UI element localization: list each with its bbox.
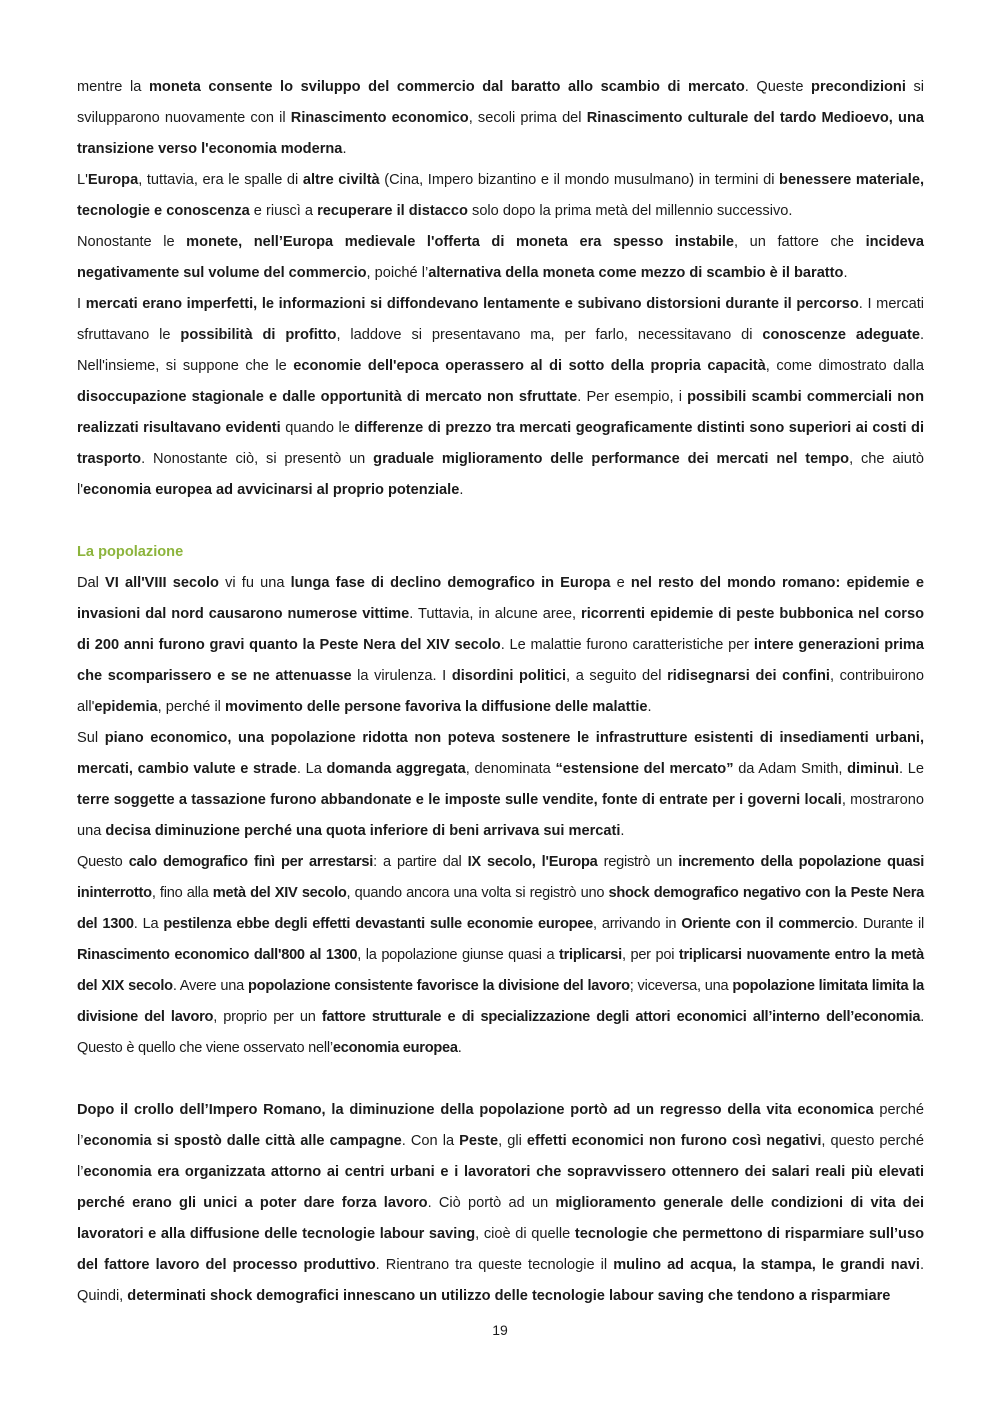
text-segment: perché l’ (77, 1102, 924, 1149)
bold-text-segment: moneta consente lo sviluppo del commercio dal baratto allo scambio di mercato (148, 79, 745, 95)
bold-text-segment: Rinascimento economico dall'800 al 1300 (77, 947, 358, 963)
paragraph (77, 72, 924, 165)
text-segment: . (459, 482, 464, 498)
text-segment: e riuscì a (249, 203, 318, 219)
text-segment: , contribuirono all' (77, 668, 924, 715)
bold-text-segment: popolazione consistente favorisce la divisione del lavoro (247, 978, 630, 994)
text-segment: . Con la (401, 1133, 460, 1149)
bold-text-segment: mulino ad acqua, la stampa, le grandi navi (613, 1257, 920, 1273)
paragraph (77, 847, 924, 1064)
text-segment: da Adam Smith, (733, 761, 848, 777)
bold-text-segment: economia europea ad avvicinarsi al proprio potenziale (83, 482, 460, 498)
text-segment: . La (133, 916, 164, 932)
bold-text-segment: terre soggette a tassazione furono abbandonate e le imposte sulle vendite, fonte di entrate per i governi locali (77, 792, 842, 808)
text-segment: , arrivando in (593, 916, 682, 932)
bold-text-segment: differenze di prezzo tra mercati geograficamente distinti sono superiori ai costi di trasporto (77, 420, 924, 467)
bold-text-segment: intere generazioni prima che scomparissero e se ne attenuasse (77, 637, 924, 684)
bold-text-segment: economia era organizzata attorno ai centri urbani e i lavoratori che sopravvissero ottennero dei salari reali più elevati perché erano gli unici a poter dare forza lavoro (77, 1164, 924, 1211)
bold-text-segment: Rinascimento economico (290, 110, 469, 126)
text-segment: , per poi (621, 947, 679, 963)
bold-text-segment: lunga fase di declino demografico in Europa (290, 575, 611, 591)
text-segment: , proprio per un (213, 1009, 322, 1025)
bold-text-segment: possibilità di profitto (180, 327, 337, 343)
paragraph (77, 227, 924, 289)
text-segment: , quando ancora una volta si registrò uno (346, 885, 609, 901)
text-segment: . Nell'insieme, si suppone che le (77, 327, 924, 374)
bold-text-segment: disordini politici (451, 668, 567, 684)
text-segment: . (620, 823, 625, 839)
text-segment: , un fattore che (734, 234, 866, 250)
text-segment: quando le (280, 420, 355, 436)
bold-text-segment: shock demografico negativo con la Peste Nera del 1300 (77, 885, 924, 932)
bold-text-segment: domanda aggregata (326, 761, 466, 777)
text-segment: . Rientrano tra queste tecnologie il (375, 1257, 614, 1273)
bold-text-segment: ridisegnarsi dei confini (667, 668, 830, 684)
bold-text-segment: piano economico, una popolazione ridotta non poteva sostenere le infrastrutture esistenti di insediamenti urbani, mercati, cambio valute e strade (77, 730, 924, 777)
bold-text-segment: popolazione limitata limita la divisione del lavoro (77, 978, 925, 1025)
bold-text-segment: monete, nell’Europa medievale l'offerta di moneta era spesso instabile (186, 234, 735, 250)
spacer (77, 506, 924, 537)
text-segment: . Le (899, 761, 924, 777)
bold-text-segment: decisa diminuzione perché una quota inferiore di beni arrivava sui mercati (105, 823, 621, 839)
bold-text-segment: epidemia (94, 699, 158, 715)
text-segment: , gli (498, 1133, 527, 1149)
text-segment: : a partire dal (373, 854, 468, 870)
bold-text-segment: IX secolo, l'Europa (467, 854, 598, 870)
paragraph (77, 289, 924, 506)
bold-text-segment: possibili scambi commerciali non realizzati risultavano evidenti (77, 389, 924, 436)
text-segment: Nonostante le (77, 234, 187, 250)
bold-text-segment: economie dell'epoca operassero al di sotto della propria capacità (293, 358, 766, 374)
bold-text-segment: ricorrenti epidemie di peste bubbonica nel corso di 200 anni furono gravi quanto la Peste Nera del XIV secolo (77, 606, 924, 653)
bold-text-segment: Peste (459, 1133, 499, 1149)
text-segment: Dal (77, 575, 106, 591)
text-segment: (Cina, Impero bizantino e il mondo musulmano) in termini di (379, 172, 780, 188)
text-segment: , questo perché l’ (77, 1133, 925, 1180)
text-segment: . Quindi, (77, 1257, 924, 1304)
bold-text-segment: pestilenza ebbe degli effetti devastanti sulle economie europee (163, 916, 594, 932)
section-heading: La popolazione (77, 544, 184, 560)
text-segment: , che aiutò l' (77, 451, 924, 498)
bold-text-segment: graduale miglioramento delle performance dei mercati nel tempo (373, 451, 850, 467)
text-segment: mentre la (77, 79, 149, 95)
text-segment: , secoli prima del (468, 110, 587, 126)
text-segment: , la popolazione giunse quasi a (357, 947, 560, 963)
bold-text-segment: mercati erano imperfetti, le informazioni si diffondevano lentamente e subivano distorsioni durante il percorso (85, 296, 859, 312)
text-segment: . (457, 1040, 462, 1056)
bold-text-segment: conoscenze adeguate (762, 327, 920, 343)
page-body (77, 72, 924, 1312)
bold-text-segment: alternativa della moneta come mezzo di scambio è il baratto (428, 265, 844, 281)
text-segment: , denominata (465, 761, 556, 777)
text-segment: ; viceversa, una (629, 978, 733, 994)
text-segment: vi fu una (218, 575, 291, 591)
text-segment: . Per esempio, i (577, 389, 688, 405)
text-segment: la virulenza. I (351, 668, 452, 684)
bold-text-segment: fattore strutturale e di specializzazione degli attori economici all’interno dell’economia (321, 1009, 921, 1025)
text-segment: I (77, 296, 86, 312)
text-segment: . Durante il (854, 916, 924, 932)
bold-text-segment: triplicarsi nuovamente entro la metà del XIX secolo (77, 947, 924, 994)
text-segment: e (610, 575, 631, 591)
page-number: 19 (492, 1322, 508, 1338)
text-segment: , fino alla (151, 885, 213, 901)
bold-text-segment: tecnologie che permettono di risparmiare sull’uso del fattore lavoro del processo produttivo (77, 1226, 925, 1273)
text-segment: registrò un (597, 854, 679, 870)
text-segment: , come dimostrato dalla (765, 358, 925, 374)
text-segment: , a seguito del (566, 668, 668, 684)
text-segment: . Questo è quello che viene osservato nell’ (77, 1009, 924, 1056)
text-segment: . Tuttavia, in alcune aree, (409, 606, 582, 622)
text-segment: L' (77, 172, 88, 188)
paragraph (77, 568, 924, 723)
paragraph (77, 723, 924, 847)
text-segment: . (647, 699, 652, 715)
text-segment: . La (296, 761, 327, 777)
text-segment: . Nonostante ciò, si presentò un (141, 451, 374, 467)
text-segment: , perché il (157, 699, 225, 715)
bold-text-segment: Dopo il crollo dell’Impero Romano, la diminuzione della popolazione portò ad un regresso della vita economica (77, 1102, 874, 1118)
text-segment: . Ciò portò ad un (427, 1195, 556, 1211)
bold-text-segment: triplicarsi (559, 947, 622, 963)
bold-text-segment: benessere materiale, tecnologie e conoscenza (77, 172, 924, 219)
bold-text-segment: miglioramento generale delle condizioni di vita dei lavoratori e alla diffusione delle tecnologie labour saving (77, 1195, 924, 1242)
bold-text-segment: precondizioni (811, 79, 906, 95)
text-segment: Sul (77, 730, 105, 746)
bold-text-segment: diminuì (847, 761, 900, 777)
text-segment: , mostrarono una (77, 792, 924, 839)
bold-text-segment: disoccupazione stagionale e dalle opportunità di mercato non sfruttate (77, 389, 578, 405)
bold-text-segment: incremento della popolazione quasi ininterrotto (77, 854, 925, 901)
text-segment: , laddove si presentavano ma, per farlo, necessitavano di (336, 327, 763, 343)
bold-text-segment: “estensione del mercato” (555, 761, 734, 777)
text-segment: . Queste (744, 79, 812, 95)
bold-text-segment: effetti economici non furono così negativi (526, 1133, 822, 1149)
text-segment: . Avere una (172, 978, 248, 994)
text-segment: . Le malattie furono caratteristiche per (500, 637, 754, 653)
bold-text-segment: incideva negativamente sul volume del commercio (77, 234, 924, 281)
bold-text-segment: Oriente con il commercio (681, 916, 855, 932)
text-segment: , poiché l’ (366, 265, 429, 281)
text-segment: , cioè di quelle (475, 1226, 575, 1242)
text-segment: solo dopo la prima metà del millennio successivo. (467, 203, 793, 219)
bold-text-segment: determinati shock demografici innescano un utilizzo delle tecnologie labour saving che tendono a risparmiare (127, 1288, 891, 1304)
bold-text-segment: calo demografico finì per arrestarsi (128, 854, 374, 870)
bold-text-segment: Europa (87, 172, 139, 188)
bold-text-segment: Rinascimento culturale del tardo Medioevo, una transizione verso l'economia moderna (77, 110, 924, 157)
text-segment: si svilupparono nuovamente con il (77, 79, 925, 126)
text-segment: . (342, 141, 347, 157)
bold-text-segment: altre civiltà (302, 172, 380, 188)
text-segment: , tuttavia, era le spalle di (138, 172, 303, 188)
text-segment: . (843, 265, 848, 281)
text-segment: . I mercati sfruttavano le (77, 296, 925, 343)
bold-text-segment: economia si spostò dalle città alle campagne (83, 1133, 402, 1149)
spacer (77, 1064, 924, 1095)
paragraph (77, 1095, 924, 1312)
bold-text-segment: nel resto del mondo romano: epidemie e invasioni dal nord causarono numerose vittime (77, 575, 924, 622)
bold-text-segment: recuperare il distacco (317, 203, 468, 219)
bold-text-segment: economia europea (332, 1040, 458, 1056)
paragraph (77, 165, 924, 227)
bold-text-segment: VI all'VIII secolo (105, 575, 219, 591)
text-segment: Questo (77, 854, 129, 870)
bold-text-segment: metà del XIV secolo (212, 885, 347, 901)
bold-text-segment: movimento delle persone favoriva la diffusione delle malattie (224, 699, 648, 715)
